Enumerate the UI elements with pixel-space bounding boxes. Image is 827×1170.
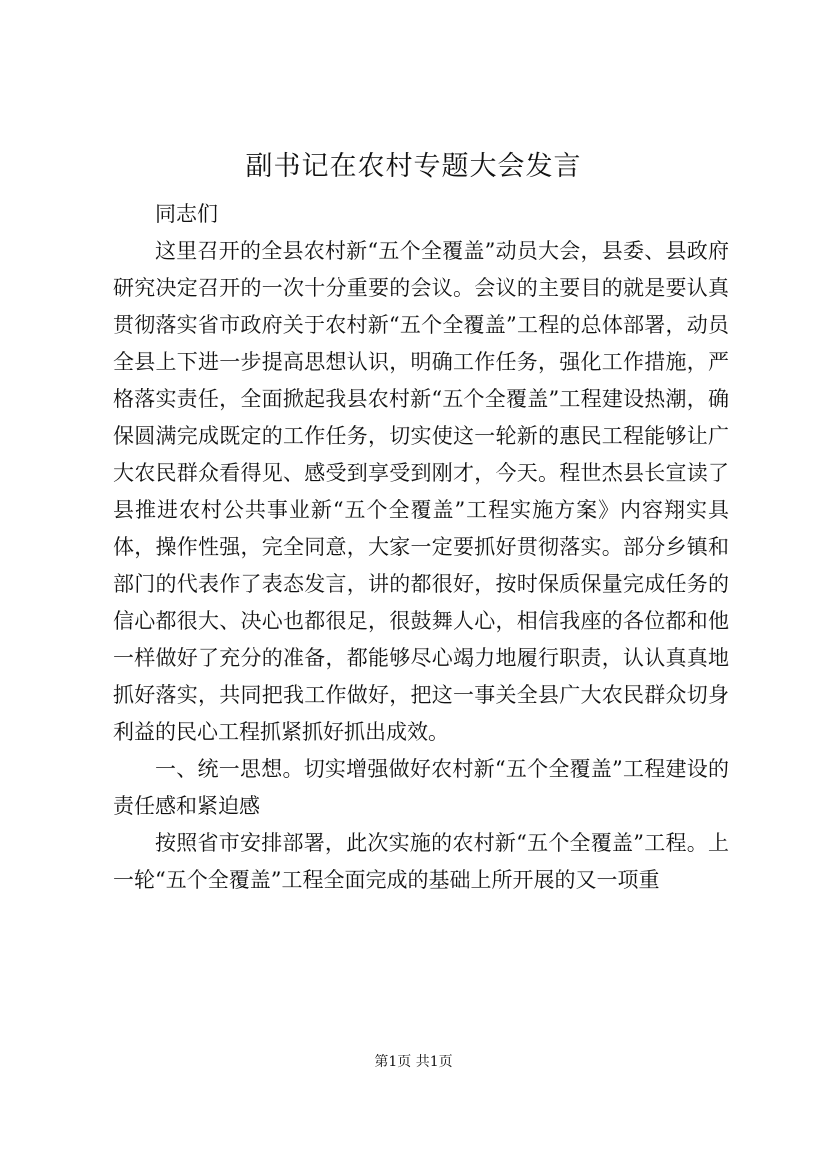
body-paragraph: 按照省市安排部署，此次实施的农村新“五个全覆盖”工程。上一轮“五个全覆盖”工程全面完成的基础上所开展的又一项重 <box>113 831 729 892</box>
body-paragraph: 这里召开的全县农村新“五个全覆盖”动员大会，县委、县政府研究决定召开的一次十分重要的会议。会议的主要目的就是要认真贯彻落实省市政府关于农村新“五个全覆盖”工程的总体部署，动员全县上下进一步提高思想认识，明确工作任务，强化工作措施，严格落实责任，全面掀起我县农村新“五个全覆盖”工程建设热潮，确保圆满完成既定的工作任务，切实使这一轮新的惠民工程能够让广大农民群众看得见、感受到享受到刚才，今天。程世杰县长宣读了县推进农村公共事业新“五个全覆盖”工程实施方案》内容翔实具体，操作性强，完全同意，大家一定要抓好贯彻落实。部分乡镇和部门的代表作了表态发言，讲的都很好，按时保质保量完成任务的信心都很大、决心也都很足，很鼓舞人心，相信我座的各位都和他一样做好了充分的准备，都能够尽心竭力地履行职责，认认真真地抓好落实，共同把我工作做好，把这一事关全县广大农民群众切身利益的民心工程抓紧抓好抓出成效。 <box>113 239 729 744</box>
document-body <box>113 196 729 899</box>
section-heading: 一、统一思想。切实增强做好农村新“五个全覆盖”工程建设的责任感和紧迫感 <box>113 757 729 818</box>
page-footer: 第1页 共1页 <box>374 1054 453 1070</box>
greeting-line: 同志们 <box>155 202 218 226</box>
document-title: 副书记在农村专题大会发言 <box>245 151 582 182</box>
